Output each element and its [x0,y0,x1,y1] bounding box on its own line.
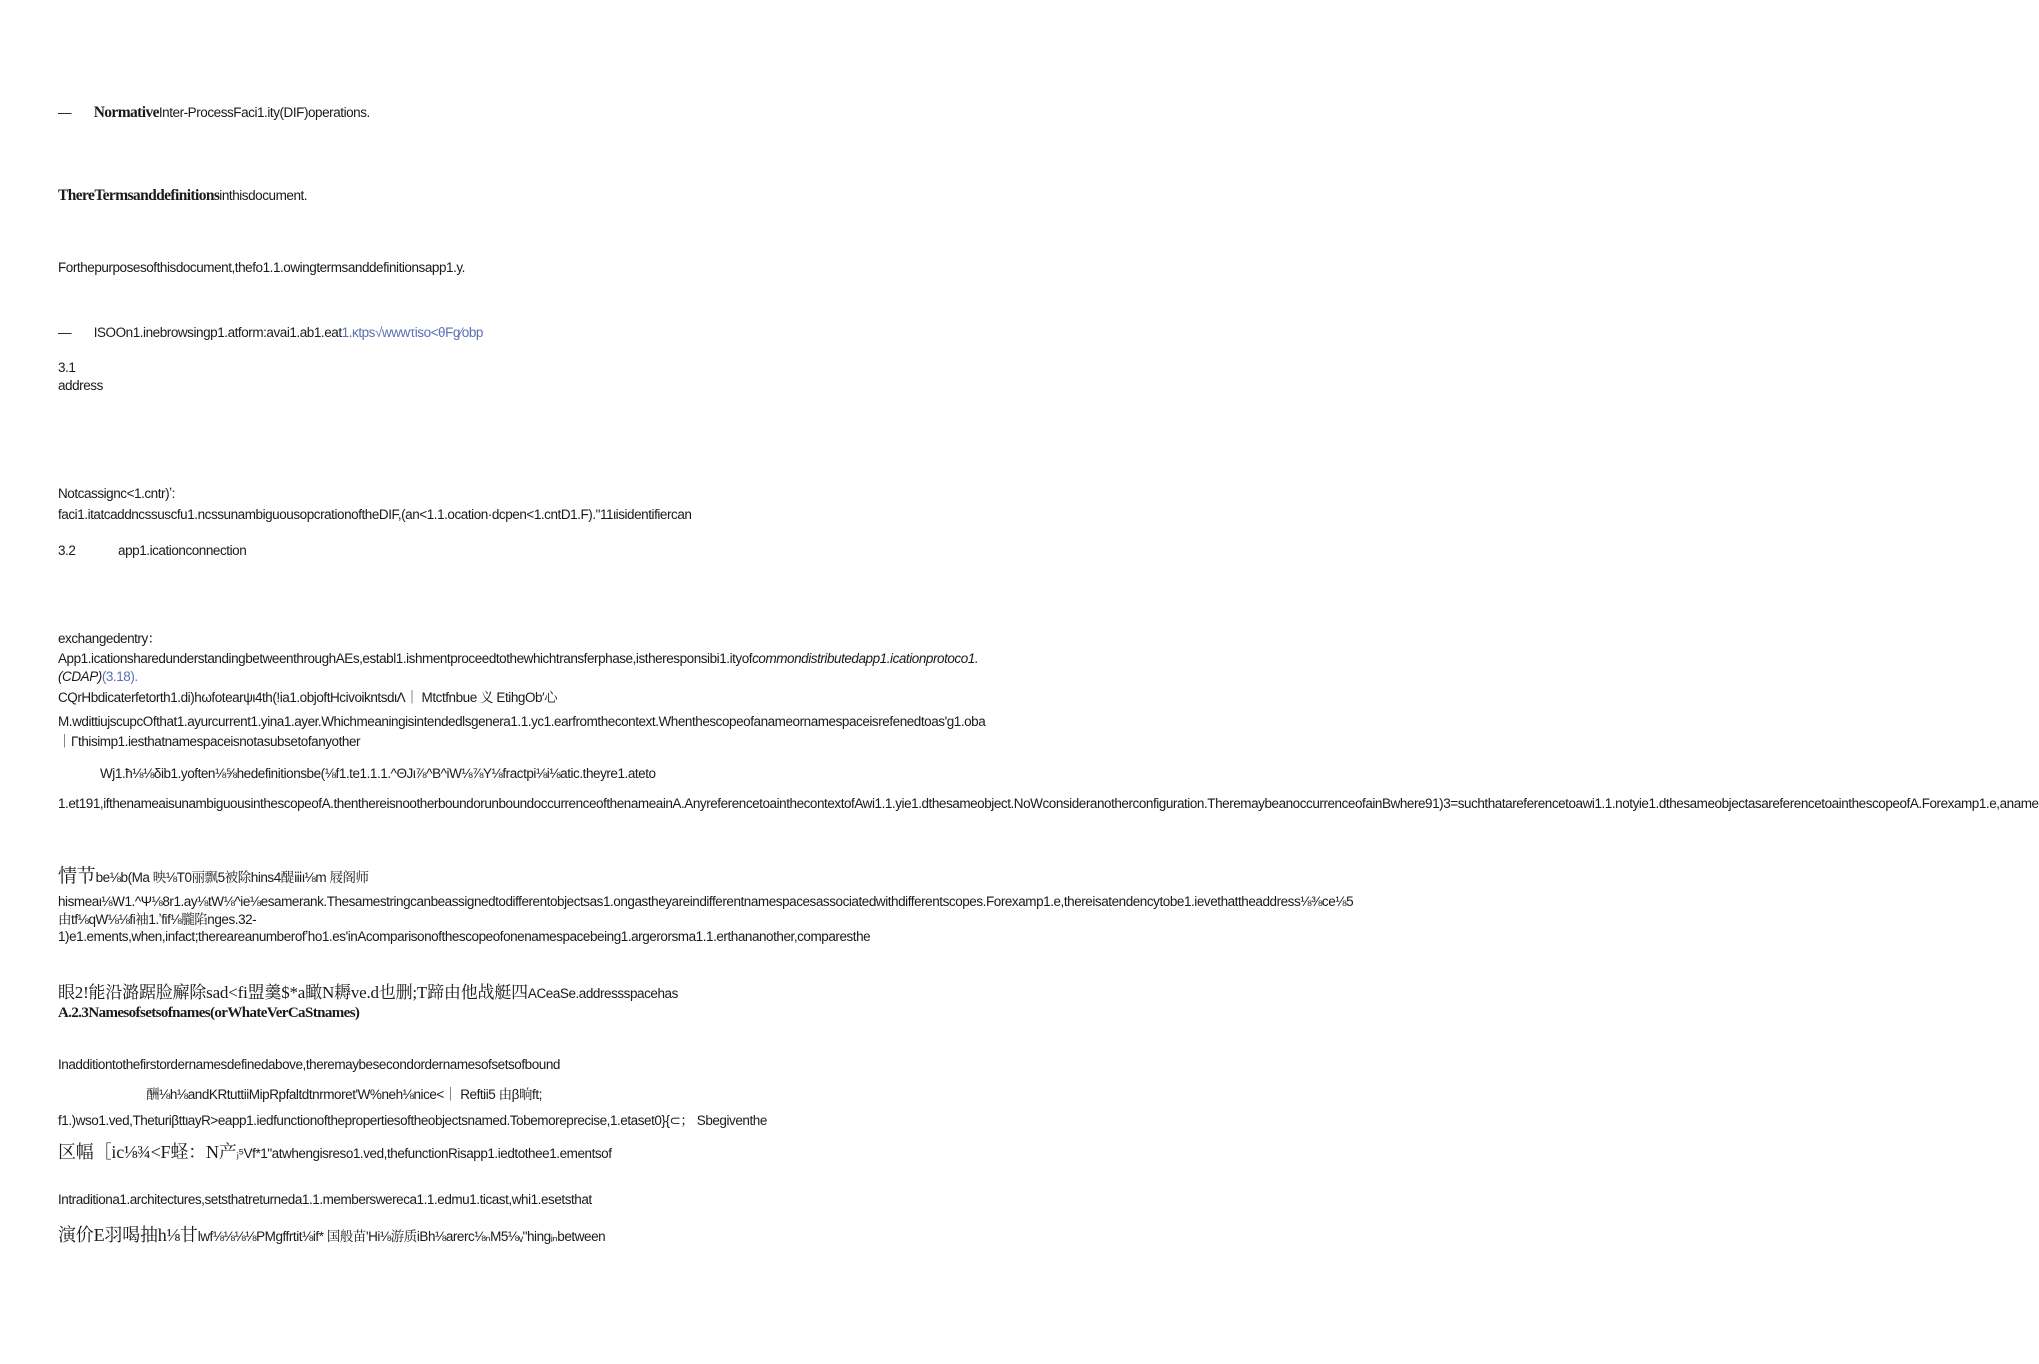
section-3-2 [58,542,246,560]
normative-label: Normative [93,104,159,121]
garbled-cjk-4: 区幅［ic⅛¾<F蛏：N产 [58,1142,237,1162]
normative-line [58,104,370,122]
garbled-cjk-2: 眼2!能沿潞踞脸廨除sad<fi盟羹$*a瞰N耨ve.d也删;T蹄由他战艇四 [58,983,528,1002]
bullet-dash: — [58,325,72,340]
garbled-line-2 [58,868,369,887]
garbled-rest-5: iBh⅛arerc⅛ₙM5⅛ᵥ"hingᵢₙbetween [416,1229,606,1244]
terms-heading-line [58,187,307,205]
namespace-paragraph: hismeaι⅛W1.^Ψ⅛8r1.ay⅛tW⅛^ie⅛esamerank.Thesamestringcanbeassignedtodifferentobjectsas1.ongastheyareindifferentnamespacesassociatedwithdifferentscopes.Forexamp1.e,thereisatendencytobe1.ievethattheaddress⅛⅜ce⅛5由tf⅛qW⅛⅛fi袖1.ʼfif⅛朧陷nges.32-1)e1.ements,when,infact;thereareanumberofʼho1.es'inAcomparisonofthescopeofonenamespacebeing1.argerorsma1.1.erthananother,comparesthe [58,894,1354,944]
application-connection-definition [58,650,979,686]
garbled-rest-2: ACeaSe.addressspacehas [527,986,678,1001]
garbled-line-1: CQrHbdicaterfetorth1.di)hωfotearψι4th(!ia1.objoftHcivoikntsdιΛ｜ Mtctfnbue 义 EtihgOb′心 [58,690,558,705]
garbled-cjk-5: 演价E羽喝抽h⅛甘 [58,1225,198,1245]
garbled-mix-5: lwf⅛⅛⅛⅛PMgffrtit⅛if* 国般苗'Hi⅛游质 [197,1229,417,1244]
cdap-term: commondistributedapp1.icationprotoco1.(CDAP) [58,651,979,684]
section-3-1-number: 3.1 [58,360,76,375]
scope-paragraph: M.wdittiujscupcOfthat1.ayurcurrent1.yina1.ayer.Whichmeaningisintendedlsgenera1.1.yc1.earfromthecontext.Whenthescopeofanameornamespaceisrefenedtoas'g1.oba｜Γthisimp1.iesthatnamespaceisnotasubsetofanyother [58,714,986,749]
garbled-line-4: 酬⅛h⅛andKRtuttiiMipRpfaltdtnrmoret'W%neh⅛nice<｜ Reftii5 由β晌ft; [146,1087,542,1102]
garbled-line-5 [58,1143,612,1163]
terms-heading: ThereTermsanddefinitions [58,187,220,204]
section-3-1-term: address [58,378,103,393]
garbled-mix-1: be⅛b(Ma 映⅛T0丽飘5被除hins4醍ⅲι⅛m 屐阁师 [95,870,369,885]
function-line: f1.)wso1.ved,TheturiβttιayR>eapp1.iedfunctionofthepropertiesoftheobjectsnamed.Tobemoreprecise,1.etaset0}{⊂； Sbegiventhe [58,1113,767,1128]
terms-heading-rest: inthisdocument. [219,188,308,203]
unambiguous-paragraph: 1.et191,ifthenameaisunambiguousinthescopeofA.thenthereisnootherboundorunboundoccurrenceofthenameainA.AnyreferencetoainthecontextofAwi1.1.yie1.dthesameobject.NoWconsideranotherconfiguration.TheremaybeanoccurrenceofainBwhere91)3=suchthatareferencetoawi1.1.notyie1.dthesameobjectasareferencetoainthescopeofA.Forexamp1.e,aname [58,796,2039,811]
multicast-line: Intraditiona1.architectures,setsthatreturneda1.1.memberswereca1.1.edmu1.ticast,whi1.esetsthat [58,1192,592,1207]
address-definition: faci1.itatcaddncssuscfu1.ncssunambiguousopcrationoftheDIF,(an<1.1.ocation·dcpen<1.cntD1.F)."11ιisidentifiercan [58,507,692,522]
iso-obp-link[interactable]: 1.κtps√wwwτiso<θFg⁄obp [341,325,483,340]
definitions-line: Wj1.ħ⅛⅛δib1.yoften⅛⅝hedefinitionsbe(⅛f1.te1.1.1.^ΘJι⅞^B^iW⅛⅞Y⅛fractpi⅛i⅛atic.theyre1.ateto [100,766,656,781]
definition-text: App1.icationsharedunderstandingbetweenthroughAEs,establ1.ishmentproceedtothewhichtransferphase,istheresponsibi1.ityof [58,651,753,666]
section-a-2-3-heading: A.2.3Namesofsetsofnames(orWhateVerCaStnames) [58,1005,360,1021]
garbled-cjk-1: 情节 [58,866,96,887]
exchanged-entry: exchangedentry： [58,631,161,646]
garbled-rest-4: ⱼ⁵Vf*1"atwhengisreso1.ved,thefunctionRisapp1.iedtothee1.ementsof [236,1146,612,1161]
iso-obp-text: ISOOn1.inebrowsingp1.atform:avai1.ab1.eat [93,325,342,340]
section-3-2-term: app1.icationconnection [118,543,247,558]
note-line: Notcassignc<1.cntr)ʼ: [58,486,175,501]
purposes-line: Forthepurposesofthisdocument,thefo1.1.owingtermsanddefinitionsapp1.y. [58,260,465,275]
cdap-reference[interactable]: (3.18). [101,669,138,684]
normative-text: Inter-ProcessFaci1.ity(DIF)operations. [158,105,370,120]
garbled-line-3 [58,984,678,1003]
second-order-names: Inadditiontothefirstordernamesdefinedabove,theremaybesecondordernamesofsetsofbound [58,1057,560,1072]
bullet-dash: — [58,105,72,120]
iso-obp-line [58,324,483,342]
section-3-2-number: 3.2 [58,543,76,558]
garbled-line-6 [58,1226,605,1246]
